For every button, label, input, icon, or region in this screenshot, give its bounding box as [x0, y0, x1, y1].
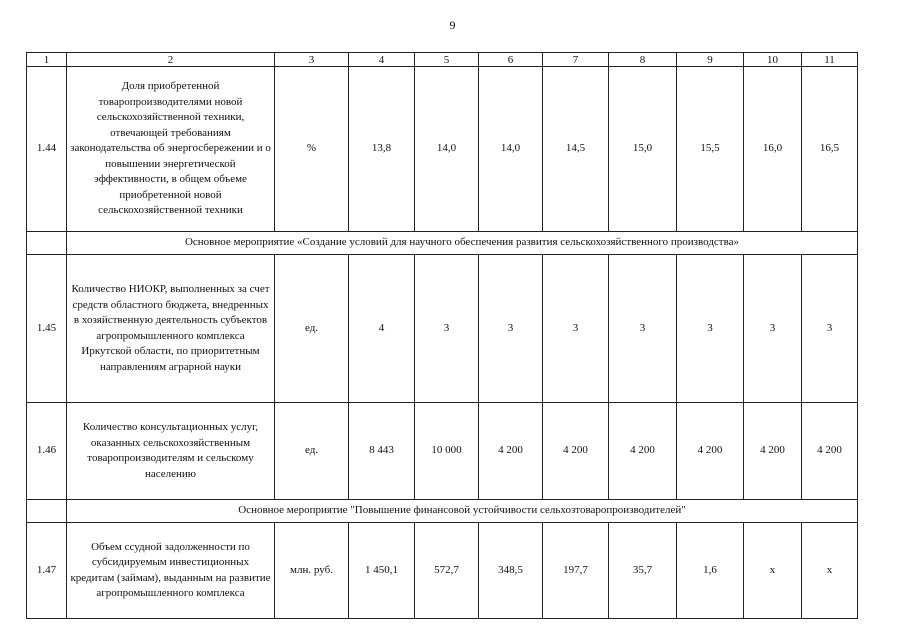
section-row	[27, 232, 858, 255]
indicator-value: 15,5	[677, 67, 744, 232]
indicator-value: 572,7	[415, 523, 479, 619]
indicator-value: 13,8	[349, 67, 415, 232]
indicator-value: 197,7	[543, 523, 609, 619]
header-cell: 8	[609, 53, 677, 67]
indicator-value: 16,5	[802, 67, 858, 232]
header-cell: 3	[275, 53, 349, 67]
indicator-value: 3	[744, 255, 802, 403]
indicator-row	[27, 403, 858, 500]
indicator-row	[27, 67, 858, 232]
indicator-value: 16,0	[744, 67, 802, 232]
indicator-number: 1.44	[27, 67, 67, 232]
indicator-row	[27, 523, 858, 619]
header-cell: 9	[677, 53, 744, 67]
indicator-value: 1 450,1	[349, 523, 415, 619]
indicator-unit: ед.	[275, 403, 349, 500]
indicator-value: 14,0	[479, 67, 543, 232]
indicator-value: х	[744, 523, 802, 619]
indicator-row	[27, 255, 858, 403]
indicator-value: 3	[415, 255, 479, 403]
header-cell: 5	[415, 53, 479, 67]
header-cell: 1	[27, 53, 67, 67]
indicator-value: 3	[677, 255, 744, 403]
indicator-value: 3	[543, 255, 609, 403]
indicator-value: 14,0	[415, 67, 479, 232]
header-cell: 6	[479, 53, 543, 67]
indicator-value: х	[802, 523, 858, 619]
indicator-unit: %	[275, 67, 349, 232]
header-cell: 2	[67, 53, 275, 67]
section-num-cell	[27, 232, 67, 255]
indicator-value: 4 200	[479, 403, 543, 500]
indicator-value: 15,0	[609, 67, 677, 232]
indicator-number: 1.47	[27, 523, 67, 619]
indicator-name: Количество НИОКР, выполненных за счет средств областного бюджета, внедренных в хозяйственную деятельность субъектов агропромышленного комплекса Иркутской области, по приоритетным направлениям аграрной науки	[67, 255, 275, 403]
indicator-value: 4	[349, 255, 415, 403]
header-cell: 7	[543, 53, 609, 67]
indicator-value: 4 200	[744, 403, 802, 500]
indicator-value: 35,7	[609, 523, 677, 619]
section-row	[27, 500, 858, 523]
section-title: Основное мероприятие "Повышение финансовой устойчивости сельхозтоваропроизводителей"	[67, 500, 858, 523]
indicator-value: 1,6	[677, 523, 744, 619]
indicator-value: 4 200	[609, 403, 677, 500]
indicator-unit: млн. руб.	[275, 523, 349, 619]
indicators-table	[26, 52, 858, 619]
table-body	[27, 53, 858, 619]
indicator-number: 1.45	[27, 255, 67, 403]
indicator-value: 3	[609, 255, 677, 403]
indicator-value: 14,5	[543, 67, 609, 232]
indicator-value: 8 443	[349, 403, 415, 500]
indicator-name: Доля приобретенной товаропроизводителями новой сельскохозяйственной техники, отвечающей требованиям законодательства об энергосбережении и о повышении энергетической эффективности, в общем объеме приобретенной новой сельскохозяйственной техники	[67, 67, 275, 232]
indicator-value: 4 200	[677, 403, 744, 500]
indicator-name: Объем ссудной задолженности по субсидируемым инвестиционных кредитам (займам), выданным на развитие агропромышленного комплекса	[67, 523, 275, 619]
indicator-value: 4 200	[543, 403, 609, 500]
indicator-number: 1.46	[27, 403, 67, 500]
indicator-value: 10 000	[415, 403, 479, 500]
indicator-value: 4 200	[802, 403, 858, 500]
indicator-unit: ед.	[275, 255, 349, 403]
header-cell: 11	[802, 53, 858, 67]
header-cell: 10	[744, 53, 802, 67]
header-cell: 4	[349, 53, 415, 67]
indicator-value: 3	[802, 255, 858, 403]
indicator-name: Количество консультационных услуг, оказанных сельскохозяйственным товаропроизводителям и сельскому населению	[67, 403, 275, 500]
section-num-cell	[27, 500, 67, 523]
indicator-value: 3	[479, 255, 543, 403]
page-number: 9	[449, 18, 456, 32]
section-title: Основное мероприятие «Создание условий для научного обеспечения развития сельскохозяйственного производства»	[67, 232, 858, 255]
header-row	[27, 53, 858, 67]
indicator-value: 348,5	[479, 523, 543, 619]
